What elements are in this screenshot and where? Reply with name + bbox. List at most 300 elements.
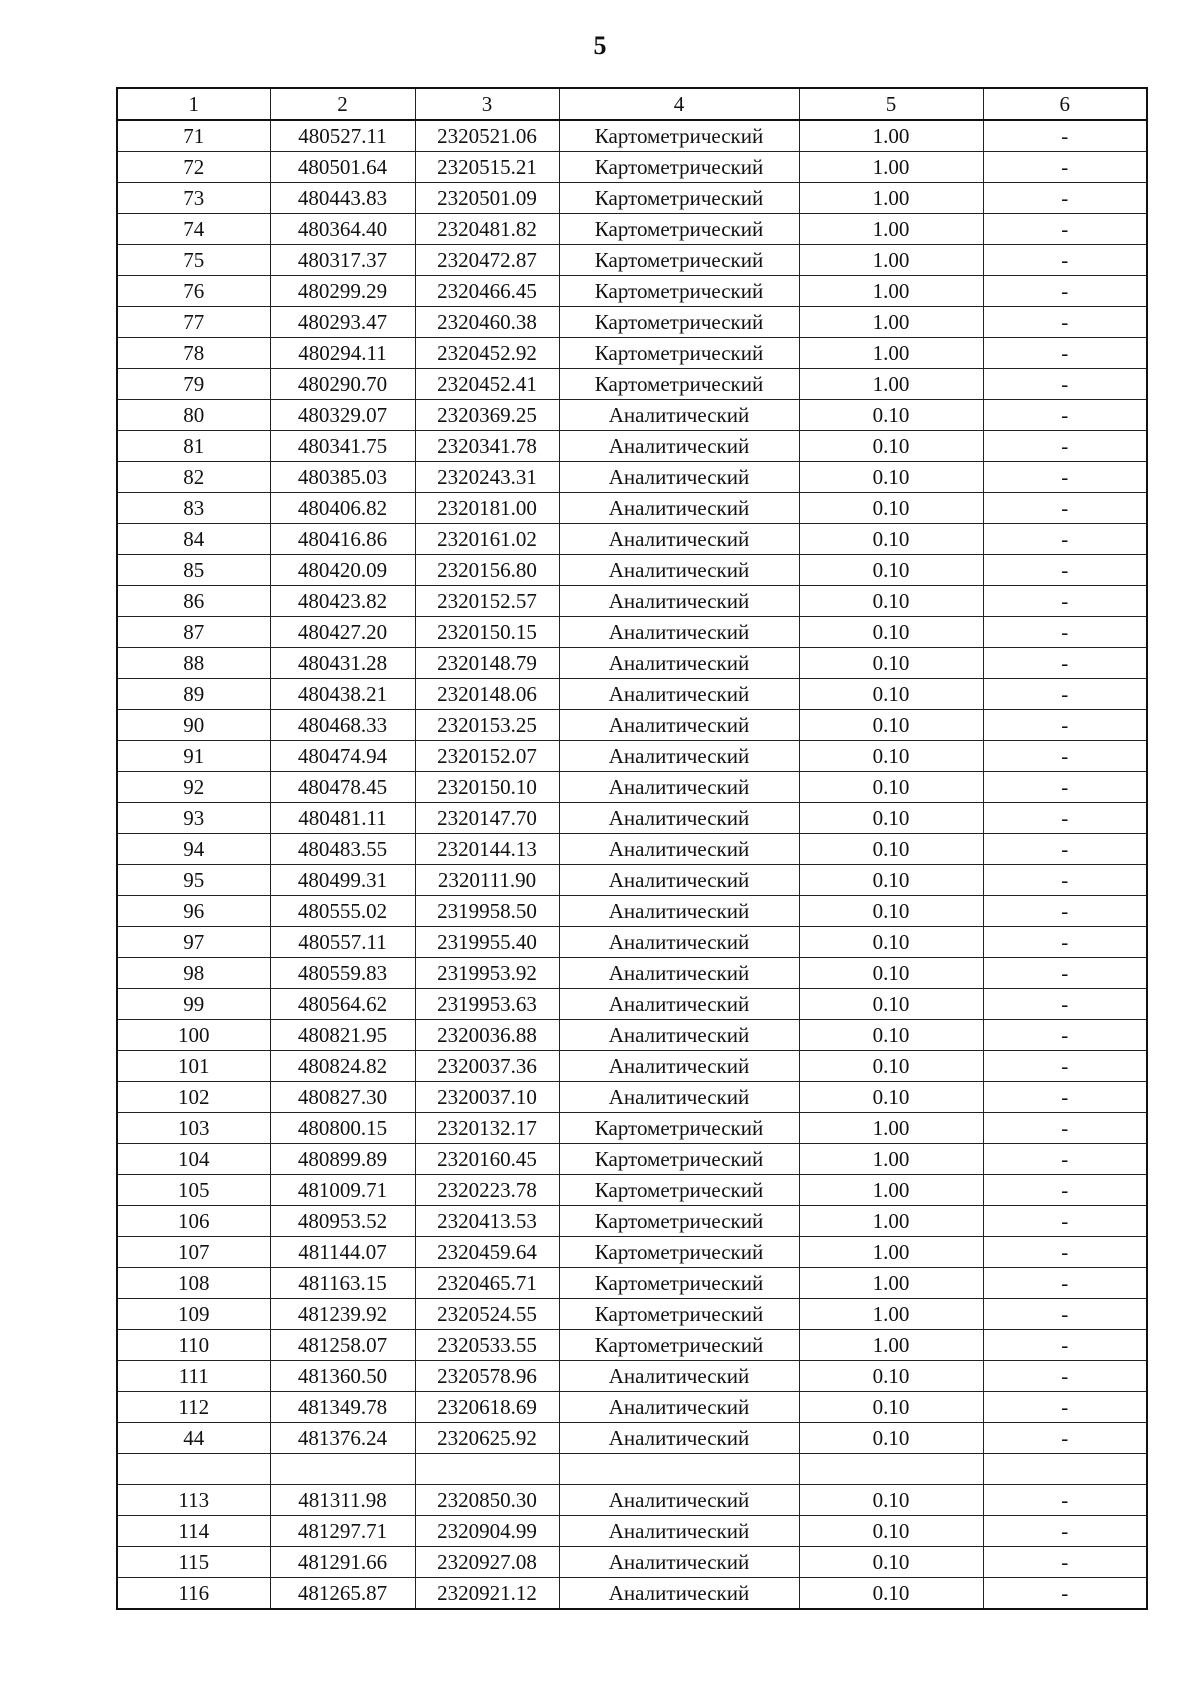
table-row xyxy=(117,1082,1147,1113)
table-cell-col-5: 0.10 xyxy=(799,865,983,896)
table-cell-col-6: - xyxy=(983,1051,1147,1082)
table-cell-col-1: 75 xyxy=(117,245,270,276)
table-cell-col-6: - xyxy=(983,1268,1147,1299)
table-cell-col-5: 1.00 xyxy=(799,1299,983,1330)
table-cell-col-5: 0.10 xyxy=(799,989,983,1020)
table-cell-col-1: 81 xyxy=(117,431,270,462)
table-cell-col-5: 0.10 xyxy=(799,400,983,431)
table-cell-col-2: 480443.83 xyxy=(270,183,415,214)
table-cell-col-6: - xyxy=(983,772,1147,803)
table-row xyxy=(117,493,1147,524)
table-cell-col-3: 2319955.40 xyxy=(415,927,559,958)
table-cell-col-2: 480317.37 xyxy=(270,245,415,276)
table-cell-col-3: 2320472.87 xyxy=(415,245,559,276)
table-cell-col-5: 1.00 xyxy=(799,152,983,183)
table-cell-col-6: - xyxy=(983,1578,1147,1610)
table-row xyxy=(117,120,1147,152)
table-cell-col-5: 0.10 xyxy=(799,524,983,555)
table-cell-col-6: - xyxy=(983,183,1147,214)
table-cell-col-1: 85 xyxy=(117,555,270,586)
table-row xyxy=(117,1423,1147,1454)
table-cell-col-4: Аналитический xyxy=(559,1423,799,1454)
table-cell-col-1: 111 xyxy=(117,1361,270,1392)
table-cell-col-6 xyxy=(983,1454,1147,1485)
table-cell-col-6: - xyxy=(983,338,1147,369)
table-cell-col-3: 2320452.92 xyxy=(415,338,559,369)
table-cell-col-3: 2320223.78 xyxy=(415,1175,559,1206)
table-row xyxy=(117,772,1147,803)
table-cell-col-5: 0.10 xyxy=(799,1516,983,1547)
table-cell-col-1: 90 xyxy=(117,710,270,741)
table-cell-col-1: 96 xyxy=(117,896,270,927)
table-row xyxy=(117,1268,1147,1299)
table-cell-col-3: 2320927.08 xyxy=(415,1547,559,1578)
table-row xyxy=(117,462,1147,493)
table-cell-col-5: 0.10 xyxy=(799,896,983,927)
table-cell-col-5: 1.00 xyxy=(799,1206,983,1237)
table-cell-col-5: 1.00 xyxy=(799,307,983,338)
table-cell-col-1: 103 xyxy=(117,1113,270,1144)
table-cell-col-6: - xyxy=(983,1020,1147,1051)
table-cell-col-4: Картометрический xyxy=(559,1237,799,1268)
table-cell-col-4: Аналитический xyxy=(559,989,799,1020)
table-cell-col-2: 481265.87 xyxy=(270,1578,415,1610)
table-cell-col-6: - xyxy=(983,803,1147,834)
table-cell-col-1: 104 xyxy=(117,1144,270,1175)
table-cell-col-3: 2320153.25 xyxy=(415,710,559,741)
table-row xyxy=(117,1361,1147,1392)
table-cell-col-5: 0.10 xyxy=(799,679,983,710)
table-cell-col-3: 2320148.06 xyxy=(415,679,559,710)
table-cell-col-4: Аналитический xyxy=(559,1392,799,1423)
table-cell-col-5: 0.10 xyxy=(799,617,983,648)
table-cell-col-4: Аналитический xyxy=(559,741,799,772)
table-cell-col-3: 2320452.41 xyxy=(415,369,559,400)
table-cell-col-2: 480564.62 xyxy=(270,989,415,1020)
table-cell-col-1: 79 xyxy=(117,369,270,400)
table-row xyxy=(117,1051,1147,1082)
table-cell-col-4: Аналитический xyxy=(559,1361,799,1392)
table-cell-col-1: 115 xyxy=(117,1547,270,1578)
table-cell-col-5: 0.10 xyxy=(799,555,983,586)
table-row xyxy=(117,1547,1147,1578)
table-cell-col-5: 0.10 xyxy=(799,1423,983,1454)
table-cell-col-2: 480483.55 xyxy=(270,834,415,865)
table-cell-col-1: 105 xyxy=(117,1175,270,1206)
table-row xyxy=(117,617,1147,648)
table-cell-col-2: 480474.94 xyxy=(270,741,415,772)
table-cell-col-6: - xyxy=(983,896,1147,927)
table-cell-col-3: 2320625.92 xyxy=(415,1423,559,1454)
table-cell-col-6: - xyxy=(983,617,1147,648)
table-cell-col-3: 2320147.70 xyxy=(415,803,559,834)
table-cell-col-5: 0.10 xyxy=(799,1020,983,1051)
table-row xyxy=(117,1392,1147,1423)
table-cell-col-6: - xyxy=(983,307,1147,338)
table-cell-col-2: 480293.47 xyxy=(270,307,415,338)
table-cell-col-5: 0.10 xyxy=(799,431,983,462)
table-cell-col-1: 109 xyxy=(117,1299,270,1330)
table-row xyxy=(117,400,1147,431)
table-cell-col-2: 480290.70 xyxy=(270,369,415,400)
table-cell-col-3: 2320369.25 xyxy=(415,400,559,431)
table-cell-col-1: 106 xyxy=(117,1206,270,1237)
table-row xyxy=(117,586,1147,617)
table-cell-col-1: 107 xyxy=(117,1237,270,1268)
table-cell-col-1: 101 xyxy=(117,1051,270,1082)
table-cell-col-3: 2320148.79 xyxy=(415,648,559,679)
table-cell-col-4: Аналитический xyxy=(559,803,799,834)
table-cell-col-1: 110 xyxy=(117,1330,270,1361)
table-cell-col-2: 480329.07 xyxy=(270,400,415,431)
table-cell-col-6: - xyxy=(983,214,1147,245)
table-cell-col-1: 44 xyxy=(117,1423,270,1454)
table-cell-col-1: 87 xyxy=(117,617,270,648)
table-cell-col-5: 0.10 xyxy=(799,1392,983,1423)
table-cell-col-4: Аналитический xyxy=(559,772,799,803)
table-cell-col-1: 93 xyxy=(117,803,270,834)
table-row xyxy=(117,431,1147,462)
column-header-5: 5 xyxy=(799,88,983,120)
table-cell-col-3: 2320521.06 xyxy=(415,120,559,152)
table-cell-col-6: - xyxy=(983,120,1147,152)
table-cell-col-2: 480341.75 xyxy=(270,431,415,462)
table-cell-col-5: 0.10 xyxy=(799,741,983,772)
table-cell-col-1: 86 xyxy=(117,586,270,617)
table-cell-col-3: 2320413.53 xyxy=(415,1206,559,1237)
table-cell-col-2: 481239.92 xyxy=(270,1299,415,1330)
table-cell-col-4: Картометрический xyxy=(559,369,799,400)
table-cell-col-5: 0.10 xyxy=(799,493,983,524)
table-cell-col-2: 480427.20 xyxy=(270,617,415,648)
table-cell-col-5: 0.10 xyxy=(799,1361,983,1392)
table-cell-col-4: Аналитический xyxy=(559,524,799,555)
table-cell-col-6: - xyxy=(983,524,1147,555)
table-body xyxy=(117,120,1147,1609)
column-header-1: 1 xyxy=(117,88,270,120)
table-cell-col-1: 73 xyxy=(117,183,270,214)
table-row xyxy=(117,803,1147,834)
table-cell-col-3: 2320341.78 xyxy=(415,431,559,462)
table-cell-col-6: - xyxy=(983,648,1147,679)
table-row xyxy=(117,1299,1147,1330)
table-cell-col-5: 1.00 xyxy=(799,338,983,369)
table-row xyxy=(117,214,1147,245)
table-cell-col-5: 0.10 xyxy=(799,710,983,741)
table-cell-col-1: 82 xyxy=(117,462,270,493)
table-cell-col-2: 480481.11 xyxy=(270,803,415,834)
table-cell-col-3: 2320132.17 xyxy=(415,1113,559,1144)
table-cell-col-2: 481009.71 xyxy=(270,1175,415,1206)
table-row xyxy=(117,152,1147,183)
table-row xyxy=(117,834,1147,865)
table-cell-col-5 xyxy=(799,1454,983,1485)
table-row xyxy=(117,989,1147,1020)
table-cell-col-1: 98 xyxy=(117,958,270,989)
table-cell-col-4: Аналитический xyxy=(559,1547,799,1578)
table-cell-col-4: Аналитический xyxy=(559,555,799,586)
table-cell-col-1: 116 xyxy=(117,1578,270,1610)
table-cell-col-2: 480501.64 xyxy=(270,152,415,183)
table-cell-col-6: - xyxy=(983,1485,1147,1516)
table-cell-col-5: 0.10 xyxy=(799,462,983,493)
table-cell-col-2: 481349.78 xyxy=(270,1392,415,1423)
table-cell-col-6: - xyxy=(983,710,1147,741)
table-cell-col-1: 83 xyxy=(117,493,270,524)
table-cell-col-2: 481297.71 xyxy=(270,1516,415,1547)
table-cell-col-5: 0.10 xyxy=(799,1547,983,1578)
table-cell-col-6: - xyxy=(983,1392,1147,1423)
table-cell-col-1: 114 xyxy=(117,1516,270,1547)
table-cell-col-3: 2320150.10 xyxy=(415,772,559,803)
table-cell-col-2: 481291.66 xyxy=(270,1547,415,1578)
table-cell-col-2: 481376.24 xyxy=(270,1423,415,1454)
table-cell-col-2: 480431.28 xyxy=(270,648,415,679)
table-cell-col-2: 480385.03 xyxy=(270,462,415,493)
table-cell-col-2: 480420.09 xyxy=(270,555,415,586)
table-cell-col-4: Аналитический xyxy=(559,648,799,679)
table-row xyxy=(117,369,1147,400)
table-cell-col-4: Картометрический xyxy=(559,245,799,276)
table-cell-col-4: Картометрический xyxy=(559,152,799,183)
table-cell-col-2: 481163.15 xyxy=(270,1268,415,1299)
table-cell-col-1: 95 xyxy=(117,865,270,896)
table-cell-col-6: - xyxy=(983,369,1147,400)
table-cell-col-2: 480899.89 xyxy=(270,1144,415,1175)
table-cell-col-4: Аналитический xyxy=(559,586,799,617)
table-row xyxy=(117,1113,1147,1144)
table-cell-col-2: 481360.50 xyxy=(270,1361,415,1392)
table-cell-col-5: 1.00 xyxy=(799,369,983,400)
table-cell-col-3: 2320156.80 xyxy=(415,555,559,586)
table-cell-col-5: 0.10 xyxy=(799,834,983,865)
table-cell-col-6: - xyxy=(983,989,1147,1020)
table-row xyxy=(117,1578,1147,1610)
table-cell-col-3: 2320037.10 xyxy=(415,1082,559,1113)
table-cell-col-4: Аналитический xyxy=(559,1082,799,1113)
table-row-blank xyxy=(117,1454,1147,1485)
table-cell-col-6: - xyxy=(983,1082,1147,1113)
table-cell-col-3: 2320111.90 xyxy=(415,865,559,896)
table-cell-col-2: 480416.86 xyxy=(270,524,415,555)
table-cell-col-4: Аналитический xyxy=(559,1051,799,1082)
table-cell-col-2: 481311.98 xyxy=(270,1485,415,1516)
table-cell-col-1: 92 xyxy=(117,772,270,803)
table-cell-col-4: Картометрический xyxy=(559,120,799,152)
table-cell-col-3: 2320481.82 xyxy=(415,214,559,245)
table-cell-col-4: Аналитический xyxy=(559,958,799,989)
table-cell-col-6: - xyxy=(983,679,1147,710)
table-cell-col-3: 2320036.88 xyxy=(415,1020,559,1051)
table-cell-col-1: 97 xyxy=(117,927,270,958)
table-row xyxy=(117,896,1147,927)
table-row xyxy=(117,741,1147,772)
table-cell-col-2: 480953.52 xyxy=(270,1206,415,1237)
table-row xyxy=(117,1020,1147,1051)
table-cell-col-3: 2320533.55 xyxy=(415,1330,559,1361)
table-row xyxy=(117,710,1147,741)
table-cell-col-4: Картометрический xyxy=(559,1144,799,1175)
table-row xyxy=(117,524,1147,555)
table-cell-col-1: 78 xyxy=(117,338,270,369)
table-cell-col-5: 0.10 xyxy=(799,1578,983,1610)
table-cell-col-3: 2320181.00 xyxy=(415,493,559,524)
table-cell-col-4: Картометрический xyxy=(559,1268,799,1299)
table-row xyxy=(117,1144,1147,1175)
table-row xyxy=(117,1485,1147,1516)
table-cell-col-6: - xyxy=(983,1175,1147,1206)
table-cell-col-3: 2320150.15 xyxy=(415,617,559,648)
table-cell-col-6: - xyxy=(983,152,1147,183)
table-cell-col-5: 0.10 xyxy=(799,958,983,989)
table-cell-col-5: 0.10 xyxy=(799,586,983,617)
table-row xyxy=(117,958,1147,989)
table-cell-col-5: 1.00 xyxy=(799,1330,983,1361)
table-cell-col-3: 2320144.13 xyxy=(415,834,559,865)
table-cell-col-2: 480824.82 xyxy=(270,1051,415,1082)
table-cell-col-5: 1.00 xyxy=(799,1144,983,1175)
table-cell-col-4: Аналитический xyxy=(559,1578,799,1610)
table-cell-col-1: 72 xyxy=(117,152,270,183)
table-cell-col-4: Аналитический xyxy=(559,400,799,431)
table-cell-col-3: 2320460.38 xyxy=(415,307,559,338)
table-cell-col-1: 102 xyxy=(117,1082,270,1113)
table-cell-col-6: - xyxy=(983,555,1147,586)
table-cell-col-6: - xyxy=(983,958,1147,989)
table-cell-col-4: Картометрический xyxy=(559,1299,799,1330)
table-cell-col-5: 1.00 xyxy=(799,1268,983,1299)
table-cell-col-3: 2319953.92 xyxy=(415,958,559,989)
table-cell-col-2: 480294.11 xyxy=(270,338,415,369)
table-cell-col-2: 481258.07 xyxy=(270,1330,415,1361)
table-cell-col-4: Картометрический xyxy=(559,276,799,307)
table-cell-col-4: Аналитический xyxy=(559,927,799,958)
table-cell-col-1: 89 xyxy=(117,679,270,710)
table-cell-col-2: 480555.02 xyxy=(270,896,415,927)
table-cell-col-3: 2320501.09 xyxy=(415,183,559,214)
page-number: 5 xyxy=(593,31,607,60)
table-cell-col-5: 1.00 xyxy=(799,276,983,307)
table-cell-col-6: - xyxy=(983,1423,1147,1454)
table-cell-col-4: Картометрический xyxy=(559,1113,799,1144)
table-cell-col-4: Аналитический xyxy=(559,1516,799,1547)
table-cell-col-5: 0.10 xyxy=(799,927,983,958)
table-cell-col-6: - xyxy=(983,276,1147,307)
table-cell-col-4: Аналитический xyxy=(559,1485,799,1516)
table-cell-col-3: 2320243.31 xyxy=(415,462,559,493)
table-row xyxy=(117,679,1147,710)
table-cell-col-4: Картометрический xyxy=(559,214,799,245)
table-cell-col-4: Аналитический xyxy=(559,865,799,896)
column-header-2: 2 xyxy=(270,88,415,120)
table-cell-col-2: 480499.31 xyxy=(270,865,415,896)
table-cell-col-1: 74 xyxy=(117,214,270,245)
table-row xyxy=(117,276,1147,307)
table-cell-col-4: Картометрический xyxy=(559,183,799,214)
table-cell-col-6: - xyxy=(983,834,1147,865)
table-cell-col-4: Аналитический xyxy=(559,493,799,524)
table-row xyxy=(117,1516,1147,1547)
table-cell-col-5: 1.00 xyxy=(799,1175,983,1206)
column-header-3: 3 xyxy=(415,88,559,120)
table-cell-col-3: 2320152.57 xyxy=(415,586,559,617)
table-cell-col-5: 0.10 xyxy=(799,1051,983,1082)
table-header xyxy=(117,88,1147,120)
table-cell-col-6: - xyxy=(983,1237,1147,1268)
table-cell-col-5: 1.00 xyxy=(799,183,983,214)
table-cell-col-4: Картометрический xyxy=(559,1330,799,1361)
table-cell-col-6: - xyxy=(983,462,1147,493)
table-cell-col-3: 2320524.55 xyxy=(415,1299,559,1330)
table-cell-col-4: Аналитический xyxy=(559,679,799,710)
table-cell-col-6: - xyxy=(983,1361,1147,1392)
table-row xyxy=(117,648,1147,679)
table-cell-col-4 xyxy=(559,1454,799,1485)
coordinates-table xyxy=(116,87,1148,1610)
table-cell-col-5: 1.00 xyxy=(799,120,983,152)
table-cell-col-6: - xyxy=(983,245,1147,276)
table-cell-col-1: 108 xyxy=(117,1268,270,1299)
table-cell-col-4: Картометрический xyxy=(559,1175,799,1206)
table-cell-col-1: 99 xyxy=(117,989,270,1020)
table-cell-col-2: 480438.21 xyxy=(270,679,415,710)
table-cell-col-6: - xyxy=(983,1206,1147,1237)
table-cell-col-1: 94 xyxy=(117,834,270,865)
table-cell-col-5: 0.10 xyxy=(799,1485,983,1516)
table-cell-col-4: Картометрический xyxy=(559,338,799,369)
table-cell-col-3: 2320578.96 xyxy=(415,1361,559,1392)
table-row xyxy=(117,307,1147,338)
table-cell-col-2: 480527.11 xyxy=(270,120,415,152)
table-cell-col-2: 480559.83 xyxy=(270,958,415,989)
table-cell-col-5: 0.10 xyxy=(799,648,983,679)
table-row xyxy=(117,245,1147,276)
table-row xyxy=(117,927,1147,958)
table-cell-col-3: 2319953.63 xyxy=(415,989,559,1020)
table-cell-col-6: - xyxy=(983,1516,1147,1547)
table-row xyxy=(117,1330,1147,1361)
table-cell-col-1 xyxy=(117,1454,270,1485)
table-cell-col-3: 2320618.69 xyxy=(415,1392,559,1423)
table-cell-col-6: - xyxy=(983,586,1147,617)
header-row xyxy=(117,88,1147,120)
table-cell-col-1: 113 xyxy=(117,1485,270,1516)
table-cell-col-2: 480468.33 xyxy=(270,710,415,741)
table-row xyxy=(117,555,1147,586)
table-cell-col-5: 0.10 xyxy=(799,772,983,803)
table-cell-col-1: 112 xyxy=(117,1392,270,1423)
table-cell-col-6: - xyxy=(983,1144,1147,1175)
table-cell-col-6: - xyxy=(983,927,1147,958)
table-cell-col-1: 71 xyxy=(117,120,270,152)
table-cell-col-5: 0.10 xyxy=(799,803,983,834)
table-cell-col-6: - xyxy=(983,400,1147,431)
table-cell-col-2: 480299.29 xyxy=(270,276,415,307)
table-cell-col-4: Аналитический xyxy=(559,710,799,741)
table-cell-col-1: 76 xyxy=(117,276,270,307)
table-cell-col-1: 88 xyxy=(117,648,270,679)
table-cell-col-2: 480478.45 xyxy=(270,772,415,803)
table-cell-col-4: Аналитический xyxy=(559,1020,799,1051)
table-cell-col-3: 2319958.50 xyxy=(415,896,559,927)
table-row xyxy=(117,183,1147,214)
table-cell-col-6: - xyxy=(983,1299,1147,1330)
table-cell-col-2: 480821.95 xyxy=(270,1020,415,1051)
table-row xyxy=(117,865,1147,896)
table-row xyxy=(117,338,1147,369)
table-cell-col-3: 2320850.30 xyxy=(415,1485,559,1516)
table-cell-col-4: Аналитический xyxy=(559,431,799,462)
